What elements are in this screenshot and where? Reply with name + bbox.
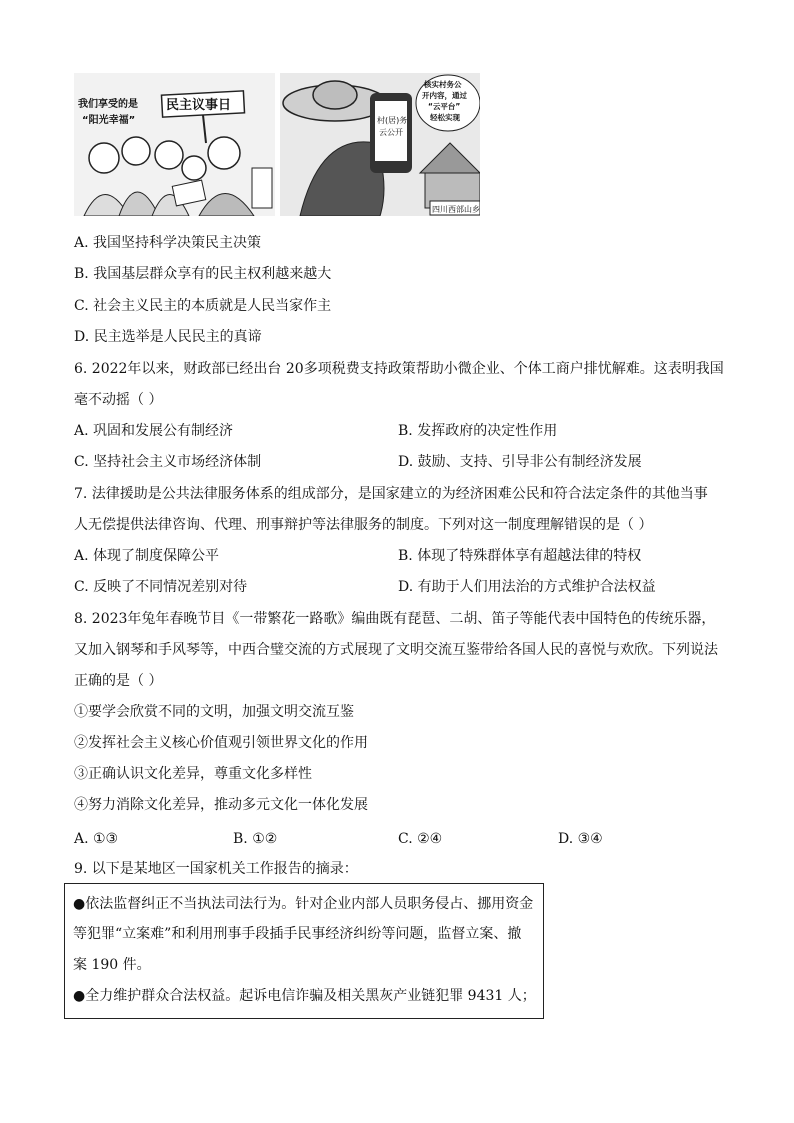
svg-text:我们享受的是: 我们享受的是 <box>78 99 138 110</box>
q6-option-a: A. 巩固和发展公有制经济 <box>74 423 234 439</box>
q8-stem-line1: 8. 2023年兔年春晚节目《一带繁花一路歌》编曲既有琵琶、二胡、笛子等能代表中国特色的传统乐器， <box>74 611 716 627</box>
q6-stem-line2: 毫不动摇（ ） <box>74 392 163 408</box>
svg-text:四川西部山乡: 四川西部山乡 <box>432 205 480 214</box>
q7-option-b: B. 体现了特殊群体享有超越法律的特权 <box>398 548 642 564</box>
q8-statement-3: ③正确认识文化差异，尊重文化多样性 <box>74 766 312 782</box>
q9-box-line4: ●全力维护群众合法权益。起诉电信诈骗及相关黑灰产业链犯罪 9431 人； <box>73 988 536 1004</box>
svg-text:村(居)务: 村(居)务 <box>377 116 408 125</box>
democracy-day-cartoon <box>74 73 275 216</box>
q7-option-c: C. 反映了不同情况差别对待 <box>74 579 248 595</box>
q9-box-line3: 案 190 件。 <box>73 957 151 973</box>
q8-statement-2: ②发挥社会主义核心价值观引领世界文化的作用 <box>74 735 368 751</box>
q6-option-c: C. 坚持社会主义市场经济体制 <box>74 454 262 470</box>
q8-statement-4: ④努力消除文化差异，推动多元文化一体化发展 <box>74 797 368 813</box>
q6-option-b: B. 发挥政府的决定性作用 <box>398 423 558 439</box>
svg-text:云公开: 云公开 <box>379 128 403 137</box>
q8-option-c: C. ②④ <box>398 831 443 847</box>
q5-option-d: D. 民主选举是人民民主的真谛 <box>74 329 262 345</box>
svg-text:“阳光幸福”: “阳光幸福” <box>82 115 136 126</box>
q9-report-box <box>64 883 544 1019</box>
q8-option-d: D. ③④ <box>558 831 603 847</box>
svg-text:开内容，通过: 开内容，通过 <box>422 91 467 100</box>
sign-text: 民主议事日 <box>166 98 232 113</box>
q6-stem-line1: 6. 2022年以来，财政部已经出台 20多项税费支持政策帮助小微企业、个体工商户排忧解难。这表明我国 <box>74 361 724 377</box>
q9-stem: 9. 以下是某地区一国家机关工作报告的摘录： <box>74 861 358 877</box>
village-cloud-platform-cartoon <box>280 73 480 216</box>
q5-option-a: A. 我国坚持科学决策民主决策 <box>74 235 262 251</box>
svg-text:核实村务公: 核实村务公 <box>424 80 462 89</box>
q7-stem-line1: 7. 法律援助是公共法律服务体系的组成部分，是国家建立的为经济困难公民和符合法定条件的其他当事 <box>74 486 708 502</box>
q5-option-c: C. 社会主义民主的本质就是人民当家作主 <box>74 298 332 314</box>
q7-option-d: D. 有助于人们用法治的方式维护合法权益 <box>398 579 656 595</box>
cartoon-images <box>74 73 480 216</box>
q9-box-line2: 等犯罪“立案难”和利用刑事手段插手民事经济纠纷等问题，监督立案、撤 <box>73 926 522 942</box>
q8-option-b: B. ①② <box>233 831 278 847</box>
q8-stem-line3: 正确的是（ ） <box>74 673 163 689</box>
q8-option-a: A. ①③ <box>74 831 119 847</box>
q6-option-d: D. 鼓励、支持、引导非公有制经济发展 <box>398 454 642 470</box>
svg-text:“云平台”: “云平台” <box>428 102 461 111</box>
q5-option-b: B. 我国基层群众享有的民主权利越来越大 <box>74 266 332 282</box>
q7-stem-line2: 人无偿提供法律咨询、代理、刑事辩护等法律服务的制度。下列对这一制度理解错误的是（ ） <box>74 517 653 533</box>
q8-statement-1: ①要学会欣赏不同的文明，加强文明交流互鉴 <box>74 704 354 720</box>
q7-option-a: A. 体现了制度保障公平 <box>74 548 220 564</box>
q8-stem-line2: 又加入钢琴和手风琴等，中西合璧交流的方式展现了文明交流互鉴带给各国人民的喜悦与欢欣。下列说法 <box>74 642 718 658</box>
svg-text:轻松实现: 轻松实现 <box>430 113 460 122</box>
q9-box-line1: ●依法监督纠正不当执法司法行为。针对企业内部人员职务侵占、挪用资金 <box>73 896 534 912</box>
